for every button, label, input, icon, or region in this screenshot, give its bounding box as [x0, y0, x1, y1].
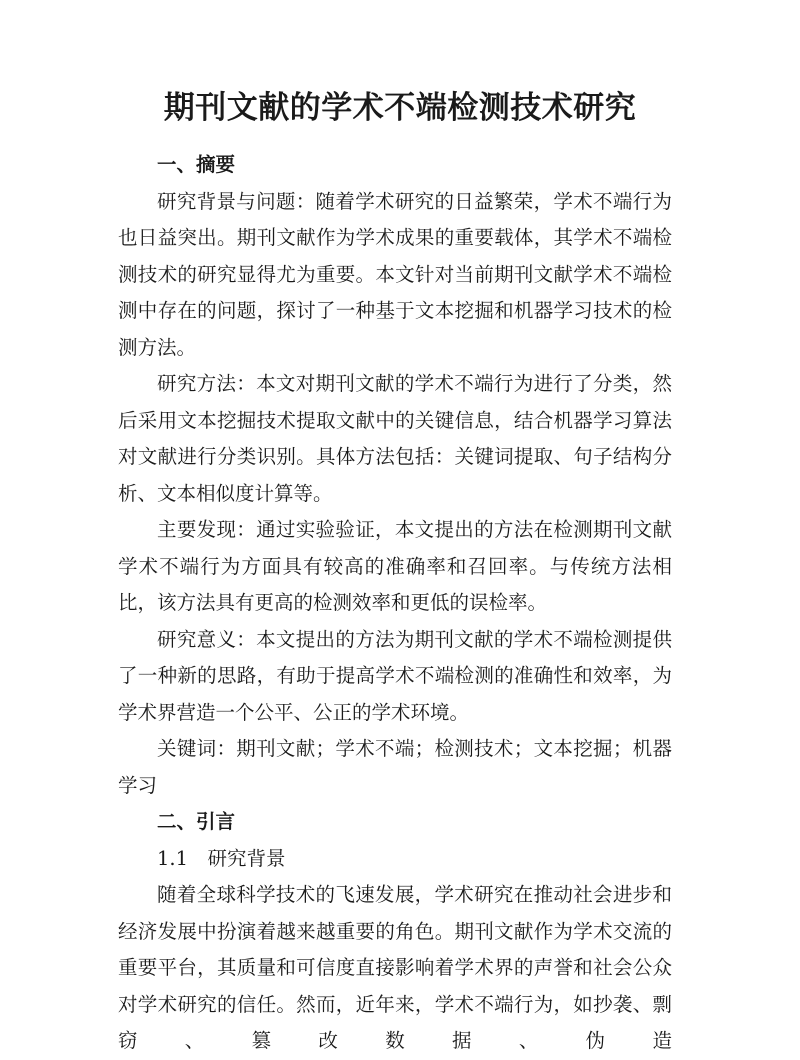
document-title: 期刊文献的学术不端检测技术研究 [163, 90, 637, 126]
section-heading-abstract: 一、摘要 [157, 153, 236, 176]
abstract-background-paragraph: 研究背景与问题：随着学术研究的日益繁荣，学术不端行为也日益突出。期刊文献作为学术成果的重要载体，其学术不端检测技术的研究显得尤为重要。本文针对当前期刊文献学术不端检测中存在的问题，探讨了一种基于文本挖掘和机器学习技术的检测方法。 [118, 189, 672, 359]
document-body [118, 147, 672, 1060]
section-heading-introduction: 二、引言 [157, 810, 236, 833]
abstract-methods-paragraph: 研究方法：本文对期刊文献的学术不端行为进行了分类，然后采用文本挖掘技术提取文献中的关键信息，结合机器学习算法对文献进行分类识别。具体方法包括：关键词提取、句子结构分析、文本相似度计算等。 [118, 372, 672, 505]
abstract-findings-paragraph: 主要发现：通过实验验证，本文提出的方法在检测期刊文献学术不端行为方面具有较高的准确率和召回率。与传统方法相比，该方法具有更高的检测效率和更低的误检率。 [118, 518, 672, 614]
keywords-line: 关键词：期刊文献；学术不端；检测技术；文本挖掘；机器学习 [118, 737, 672, 797]
subsection-heading-research-background: 1.1 研究背景 [157, 846, 286, 870]
introduction-paragraph: 随着全球科学技术的飞速发展，学术研究在推动社会进步和经济发展中扮演着越来越重要的角色。期刊文献作为学术交流的重要平台，其质量和可信度直接影响着学术界的声誉和社会公众对学术研究的信任。然而，近年来，学术不端行为，如抄袭、剽窃、篡改数据、伪造 [118, 883, 672, 1052]
abstract-significance-paragraph: 研究意义：本文提出的方法为期刊文献的学术不端检测提供了一种新的思路，有助于提高学术不端检测的准确性和效率，为学术界营造一个公平、公正的学术环境。 [118, 627, 672, 724]
